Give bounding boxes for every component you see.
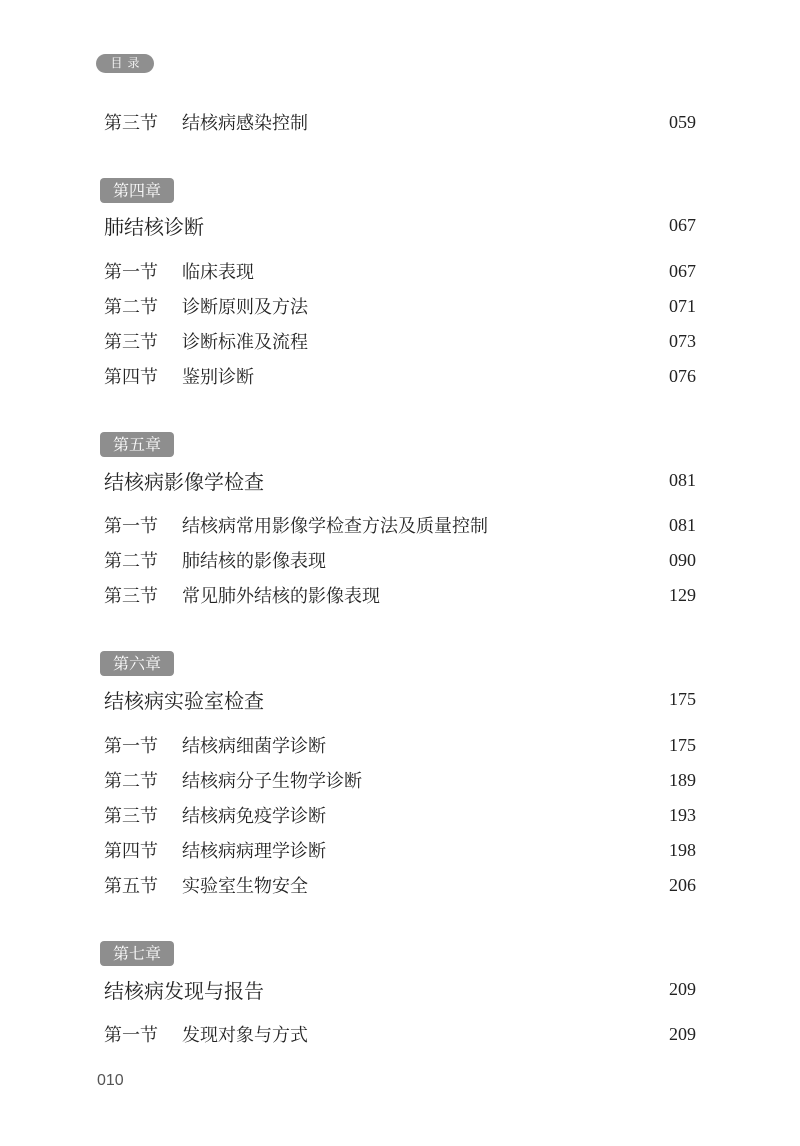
page-number: 189 bbox=[669, 769, 696, 790]
section-title: 结核病细菌学诊断 bbox=[182, 736, 326, 757]
section-number: 第一节 bbox=[104, 1025, 158, 1046]
page-number: 073 bbox=[669, 330, 696, 351]
section-number: 第三节 bbox=[104, 586, 158, 607]
section-title: 临床表现 bbox=[182, 262, 254, 283]
section-title: 结核病病理学诊断 bbox=[182, 841, 326, 862]
section-number: 第一节 bbox=[104, 516, 158, 537]
chapter-title: 结核病影像学检查 bbox=[104, 469, 264, 494]
chapter-title: 结核病发现与报告 bbox=[104, 978, 264, 1003]
toc-entry[interactable] bbox=[100, 730, 696, 760]
section-title: 鉴别诊断 bbox=[182, 367, 254, 388]
chapter-entry[interactable] bbox=[100, 974, 696, 1004]
footer-page-number: 010 bbox=[97, 1072, 124, 1089]
section-title: 结核病免疫学诊断 bbox=[182, 806, 326, 827]
page-number: 198 bbox=[669, 839, 696, 860]
page-number: 081 bbox=[669, 514, 696, 535]
page-number: 081 bbox=[669, 469, 696, 490]
chapter-tag: 第五章 bbox=[100, 432, 174, 457]
toc-entry[interactable] bbox=[100, 107, 696, 137]
chapter-entry[interactable] bbox=[100, 465, 696, 495]
page-number: 090 bbox=[669, 549, 696, 570]
page-number: 076 bbox=[669, 365, 696, 386]
page-number: 071 bbox=[669, 295, 696, 316]
toc-entry[interactable] bbox=[100, 580, 696, 610]
section-number: 第五节 bbox=[104, 876, 158, 897]
section-number: 第三节 bbox=[104, 806, 158, 827]
toc-header-tab: 目录 bbox=[96, 54, 154, 73]
section-number: 第一节 bbox=[104, 736, 158, 757]
page-number: 067 bbox=[669, 260, 696, 281]
section-title: 肺结核的影像表现 bbox=[182, 551, 326, 572]
section-number: 第一节 bbox=[104, 262, 158, 283]
chapter-entry[interactable] bbox=[100, 684, 696, 714]
page-number: 193 bbox=[669, 804, 696, 825]
page-number: 129 bbox=[669, 584, 696, 605]
page-number: 209 bbox=[669, 1023, 696, 1044]
toc-entry[interactable] bbox=[100, 835, 696, 865]
section-title: 结核病感染控制 bbox=[182, 113, 308, 134]
chapter-tag: 第七章 bbox=[100, 941, 174, 966]
section-title: 诊断原则及方法 bbox=[182, 297, 308, 318]
section-number: 第三节 bbox=[104, 113, 158, 134]
chapter-title: 结核病实验室检查 bbox=[104, 688, 264, 713]
page-number: 175 bbox=[669, 734, 696, 755]
section-title: 结核病分子生物学诊断 bbox=[182, 771, 362, 792]
section-title: 诊断标准及流程 bbox=[182, 332, 308, 353]
toc-entry[interactable] bbox=[100, 765, 696, 795]
page-number: 059 bbox=[669, 111, 696, 132]
toc-entry[interactable] bbox=[100, 256, 696, 286]
toc-entry[interactable] bbox=[100, 326, 696, 356]
page-number: 067 bbox=[669, 214, 696, 235]
section-number: 第三节 bbox=[104, 332, 158, 353]
page-number: 206 bbox=[669, 874, 696, 895]
section-title: 常见肺外结核的影像表现 bbox=[182, 586, 380, 607]
section-title: 结核病常用影像学检查方法及质量控制 bbox=[182, 516, 488, 537]
toc-entry[interactable] bbox=[100, 545, 696, 575]
section-number: 第四节 bbox=[104, 841, 158, 862]
toc-entry[interactable] bbox=[100, 510, 696, 540]
toc-entry[interactable] bbox=[100, 870, 696, 900]
page-number: 175 bbox=[669, 688, 696, 709]
chapter-tag: 第四章 bbox=[100, 178, 174, 203]
toc-entry[interactable] bbox=[100, 291, 696, 321]
section-title: 发现对象与方式 bbox=[182, 1025, 308, 1046]
toc-entry[interactable] bbox=[100, 800, 696, 830]
page-number: 209 bbox=[669, 978, 696, 999]
toc-entry[interactable] bbox=[100, 361, 696, 391]
section-number: 第二节 bbox=[104, 551, 158, 572]
section-number: 第四节 bbox=[104, 367, 158, 388]
section-title: 实验室生物安全 bbox=[182, 876, 308, 897]
section-number: 第二节 bbox=[104, 297, 158, 318]
toc-entry[interactable] bbox=[100, 1019, 696, 1049]
chapter-title: 肺结核诊断 bbox=[104, 214, 204, 239]
section-number: 第二节 bbox=[104, 771, 158, 792]
chapter-entry[interactable] bbox=[100, 210, 696, 240]
chapter-tag: 第六章 bbox=[100, 651, 174, 676]
